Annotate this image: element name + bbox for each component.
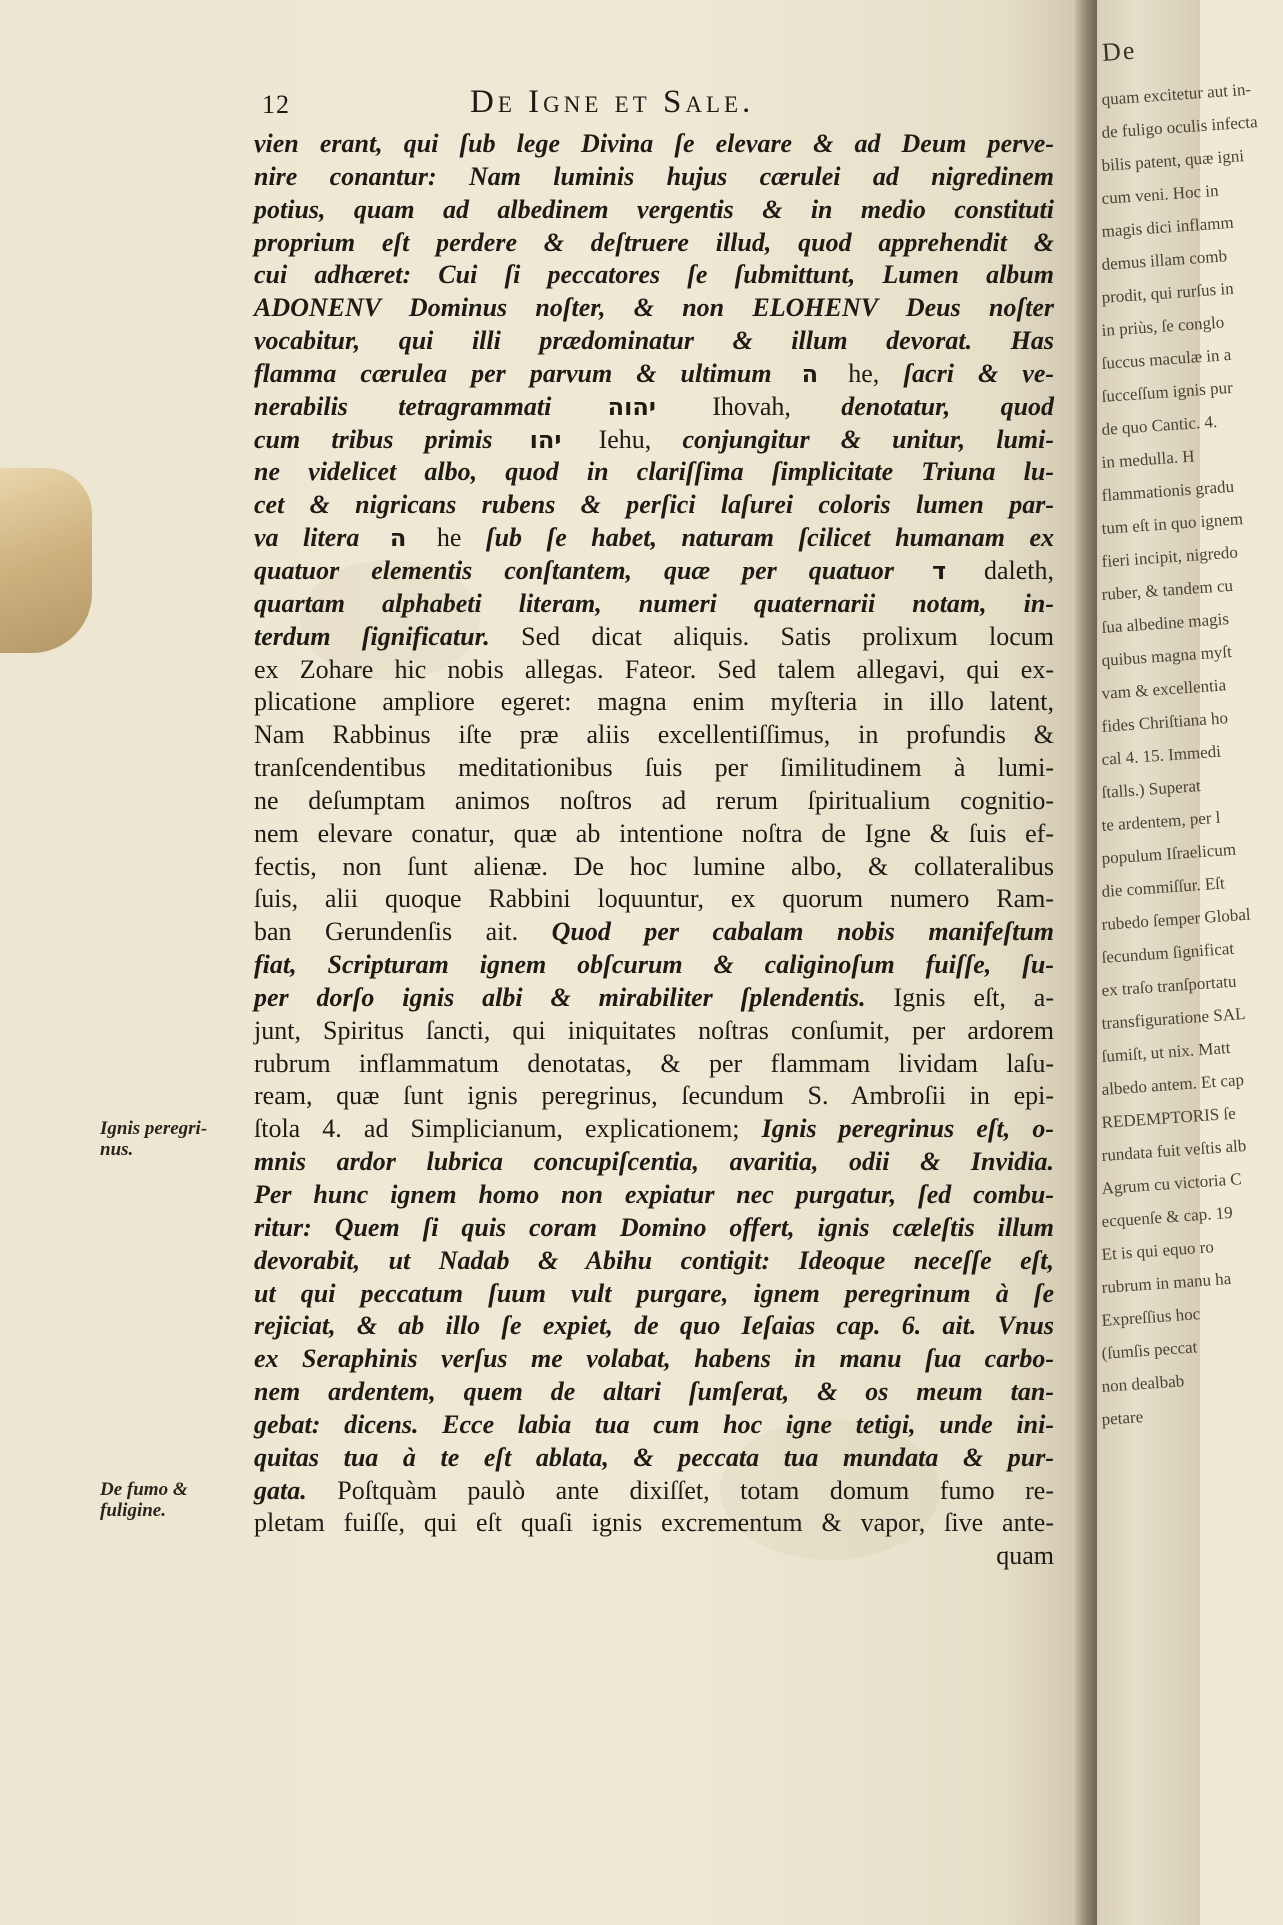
running-title: De Igne et Sale. [470, 84, 755, 120]
text-segment: quitas tua à te eſt ablata, & peccata tua mundata & pur- [254, 1442, 1054, 1472]
text-segment: ne deſumptam animos noſtros ad rerum ſpiritualium cognitio- [254, 785, 1054, 815]
text-segment: Ihovah, [712, 391, 791, 421]
text-line [254, 1278, 1054, 1311]
text-segment: nerabilis tetragrammati [254, 391, 552, 421]
text-line [254, 489, 1054, 522]
facing-page-line: quibus magna myſt [1101, 641, 1233, 670]
text-line [254, 916, 1054, 949]
text-segment: nem elevare conatur, quæ ab intentione noſtra de Igne & ſuis ef- [254, 818, 1054, 848]
hebrew-letters: יהוה [607, 392, 656, 421]
text-line [254, 1310, 1054, 1343]
text-line [254, 1146, 1054, 1179]
facing-page-line: magis dici inflamm [1101, 212, 1235, 241]
text-line [254, 1048, 1054, 1081]
text-line [254, 1475, 1054, 1508]
text-line [254, 1245, 1054, 1278]
facing-page-line: rundata fuit veſtis alb [1101, 1135, 1247, 1165]
text-segment: plicatione ampliore egeret: magna enim myſteria in illo latent, [254, 687, 1054, 717]
book-gutter [1075, 0, 1097, 1925]
thumb-holding-page [0, 468, 92, 653]
text-line [254, 194, 1054, 227]
text-line [254, 818, 1054, 851]
text-segment: ſacri & ve- [903, 358, 1055, 388]
text-segment: gebat: dicens. Ecce labia tua cum hoc igne tetigi, unde ini- [254, 1409, 1054, 1439]
text-line [254, 128, 1054, 161]
text-segment: junt, Spiritus ſancti, qui iniquitates noſtras conſumit, per ardorem [254, 1015, 1054, 1045]
text-line [254, 358, 1054, 391]
facing-page-line: quam excitetur aut in- [1101, 79, 1252, 109]
text-segment: devorabit, ut Nadab & Abihu contigit: Ideoque neceſſe eſt, [254, 1245, 1054, 1275]
facing-page-line: (ſumſis peccat [1101, 1337, 1198, 1363]
text-segment: fiat, Scripturam ignem obſcurum & caliginoſum fuiſſe, ſu- [254, 950, 1054, 980]
text-line [254, 1409, 1054, 1442]
text-line [254, 883, 1054, 916]
text-segment: ſuis, alii quoque Rabbini loquuntur, ex quorum numero Ram- [254, 884, 1054, 914]
text-segment: cum tribus primis [254, 424, 493, 454]
text-line [254, 391, 1054, 424]
text-segment: Quod per cabalam nobis manifeſtum [551, 917, 1055, 947]
text-line [254, 686, 1054, 719]
text-segment: proprium eſt perdere & deſtruere illud, quod apprehendit & [254, 227, 1054, 257]
body-text [254, 128, 1054, 1573]
text-segment: ex Seraphinis verſus me volabat, habens in manu ſua carbo- [254, 1344, 1054, 1374]
facing-page [1097, 0, 1259, 1925]
text-line [254, 555, 1054, 588]
facing-page-line: te ardentem, per l [1101, 807, 1221, 835]
facing-page-line: populum Iſraelicum [1101, 839, 1237, 868]
facing-page-line: flammationis gradu [1101, 476, 1235, 505]
text-segment: tranſcendentibus meditationibus ſuis per ſimilitudinem à lumi- [254, 753, 1054, 783]
text-line [254, 1179, 1054, 1212]
text-segment: fectis, non ſunt alienæ. De hoc lumine albo, & collateralibus [254, 851, 1054, 881]
text-line [254, 1507, 1054, 1540]
text-segment: he, [848, 358, 880, 388]
text-line [254, 1212, 1054, 1245]
text-segment: quartam alphabeti literam, numeri quaternarii notam, in- [254, 588, 1054, 618]
text-segment: rejiciat, & ab illo ſe expiet, de quo Ieſaias cap. 6. ait. Vnus [254, 1311, 1054, 1341]
text-segment: terdum ſignificatur. [254, 621, 490, 651]
facing-page-header: De [1101, 35, 1138, 67]
text-line [254, 982, 1054, 1015]
text-segment: ſub ſe habet, naturam ſcilicet humanam ex [485, 523, 1054, 553]
text-line [254, 949, 1054, 982]
facing-page-line: ſucceſſum ignis pur [1101, 377, 1234, 406]
text-line [254, 1343, 1054, 1376]
text-line [254, 1015, 1054, 1048]
text-segment: rubrum inflammatum denotatas, & per flammam lividam laſu- [254, 1048, 1054, 1078]
text-line [254, 621, 1054, 654]
text-segment: nire conantur: Nam luminis hujus cærulei ad nigredinem [254, 161, 1054, 191]
text-segment: vocabitur, qui illi prædominatur & illum devorat. Has [254, 326, 1054, 356]
text-segment: per dorſo ignis albi & mirabiliter ſplendentis. [254, 982, 866, 1012]
facing-page-line: fides Chriſtiana ho [1101, 708, 1229, 736]
text-line [254, 325, 1054, 358]
facing-page-line: non dealbab [1101, 1371, 1185, 1396]
facing-page-line: Et is qui equo ro [1101, 1237, 1215, 1264]
facing-page-line: in medulla. H [1101, 446, 1196, 472]
facing-page-line: demus illam comb [1101, 246, 1228, 274]
marginal-note: Ignis peregri- nus. [100, 1117, 208, 1160]
text-line [254, 1540, 1054, 1573]
text-segment: ſtola 4. ad Simplicianum, explicationem; [254, 1114, 740, 1144]
text-segment: vien erant, qui ſub lege Divina ſe elevare & ad Deum perve- [254, 129, 1054, 158]
text-line [254, 456, 1054, 489]
text-line [254, 259, 1054, 292]
text-segment: Ignis peregrinus eſt, o- [761, 1114, 1055, 1144]
hebrew-letters: יהו [529, 425, 562, 454]
text-line [254, 424, 1054, 457]
text-segment: potius, quam ad albedinem vergentis & in medio constituti [254, 194, 1054, 224]
text-line [254, 719, 1054, 752]
text-segment: Poſtquàm paulò ante dixiſſet, totam domum fumo re- [337, 1475, 1054, 1505]
facing-page-line: albedo antem. Et cap [1101, 1070, 1245, 1099]
text-segment: cet & nigricans rubens & perſici laſurei coloris lumen par- [254, 490, 1054, 520]
text-segment: va litera [254, 523, 360, 553]
text-line [254, 752, 1054, 785]
marginal-note: De fumo & fuligine. [100, 1478, 188, 1521]
hebrew-letters: ד [931, 556, 947, 585]
facing-page-line: fieri incipit, nigredo [1101, 542, 1239, 571]
facing-page-line: transfiguratione SAL [1101, 1003, 1246, 1033]
facing-page-line: vam & excellentia [1101, 675, 1227, 703]
facing-page-line: ſecundum ſignificat [1101, 938, 1235, 967]
text-segment: he [436, 523, 462, 553]
text-segment: denotatur, quod [841, 391, 1055, 421]
text-segment: Ignis eſt, a- [893, 982, 1055, 1012]
text-line [254, 292, 1054, 325]
text-segment: ne videlicet albo, quod in clariſſima ſimplicitate Triuna lu- [254, 457, 1054, 487]
facing-page-line: ecquenſe & cap. 19 [1101, 1202, 1234, 1231]
facing-page-line: tum eſt in quo ignem [1101, 509, 1244, 538]
page-header [262, 84, 1062, 124]
text-segment: ut qui peccatum ſuum vult purgare, ignem peregrinum à ſe [254, 1278, 1054, 1308]
hebrew-letters: ה [389, 524, 407, 553]
facing-page-line: ex traſo tranſportatu [1101, 971, 1238, 1000]
text-segment: Iehu, [598, 424, 652, 454]
facing-page-line: petare [1101, 1407, 1144, 1429]
facing-page-line: ſumiſt, ut nix. Matt [1101, 1038, 1231, 1066]
text-segment: ritur: Quem ſi quis coram Domino offert, ignis cæleſtis illum [254, 1212, 1054, 1242]
facing-page-line: rubrum in manu ha [1101, 1268, 1232, 1297]
text-line [254, 785, 1054, 818]
facing-page-line: cal 4. 15. Immedi [1101, 741, 1222, 769]
text-segment: mnis ardor lubrica concupiſcentia, avaritia, odii & Invidia. [254, 1147, 1054, 1177]
text-segment: quam [996, 1541, 1054, 1571]
facing-page-line: de fuligo oculis infecta [1101, 112, 1259, 142]
page-number: 12 [262, 90, 290, 119]
text-segment: daleth, [983, 555, 1055, 585]
facing-page-line: die commiſſur. Eſt [1101, 873, 1226, 901]
text-segment: gata. [254, 1475, 307, 1505]
hebrew-letters: ה [801, 359, 819, 388]
facing-page-line: ſtalls.) Superat [1101, 776, 1202, 802]
text-line [254, 1113, 1054, 1146]
facing-page-line: ſua albedine magis [1101, 609, 1230, 637]
text-segment: ADONENV Dominus noſter, & non ELOHENV Deus noſter [254, 293, 1054, 323]
text-segment: nem ardentem, quem de altari ſumſerat, & os meum tan- [254, 1377, 1054, 1407]
text-segment: conjungitur & unitur, lumi- [682, 424, 1055, 454]
text-segment: Per hunc ignem homo non expiatur nec purgatur, ſed combu- [254, 1180, 1054, 1209]
text-segment: ban Gerundenſis ait. [254, 917, 519, 947]
facing-page-line: Agrum cu victoria C [1101, 1169, 1243, 1198]
facing-page-line: bilis patent, quæ igni [1101, 146, 1245, 175]
facing-page-line: Expreſſius hoc [1101, 1304, 1201, 1330]
text-segment: Sed dicat aliquis. Satis prolixum locum [521, 621, 1055, 651]
text-segment: flamma cærulea per parvum & ultimum [254, 358, 772, 388]
text-line [254, 654, 1054, 687]
text-segment: quatuor elementis conſtantem, quæ per quatuor [254, 555, 894, 585]
facing-page-line: ſuccus maculæ in a [1101, 344, 1232, 373]
facing-page-line: REDEMPTORIS ſe [1101, 1103, 1237, 1132]
facing-page-line: cum veni. Hoc in [1101, 180, 1220, 208]
text-line [254, 588, 1054, 621]
text-segment: pletam fuiſſe, qui eſt quaſi ignis excrementum & vapor, ſive ante- [254, 1508, 1054, 1538]
text-segment: cui adhæret: Cui ſi peccatores ſe ſubmittunt, Lumen album [254, 260, 1054, 290]
facing-page-line: in priùs, ſe conglo [1101, 312, 1225, 340]
text-line [254, 1080, 1054, 1113]
text-segment: Nam Rabbinus iſte præ aliis excellentiſſimus, in profundis & [254, 720, 1054, 750]
text-segment: ex Zohare hic nobis allegas. Fateor. Sed talem allegavi, qui ex- [254, 654, 1054, 684]
facing-page-line: rubedo ſemper Global [1101, 904, 1252, 934]
text-line [254, 227, 1054, 260]
facing-page-line: de quo Cantic. 4. [1101, 411, 1218, 439]
text-line [254, 1442, 1054, 1475]
text-line [254, 522, 1054, 555]
facing-page-line: ruber, & tandem cu [1101, 575, 1234, 604]
facing-page-line: prodit, qui rurſus in [1101, 278, 1235, 307]
text-line [254, 851, 1054, 884]
text-line [254, 161, 1054, 194]
text-line [254, 1376, 1054, 1409]
text-segment: ream, quæ ſunt ignis peregrinus, ſecundum S. Ambroſii in epi- [254, 1081, 1054, 1111]
